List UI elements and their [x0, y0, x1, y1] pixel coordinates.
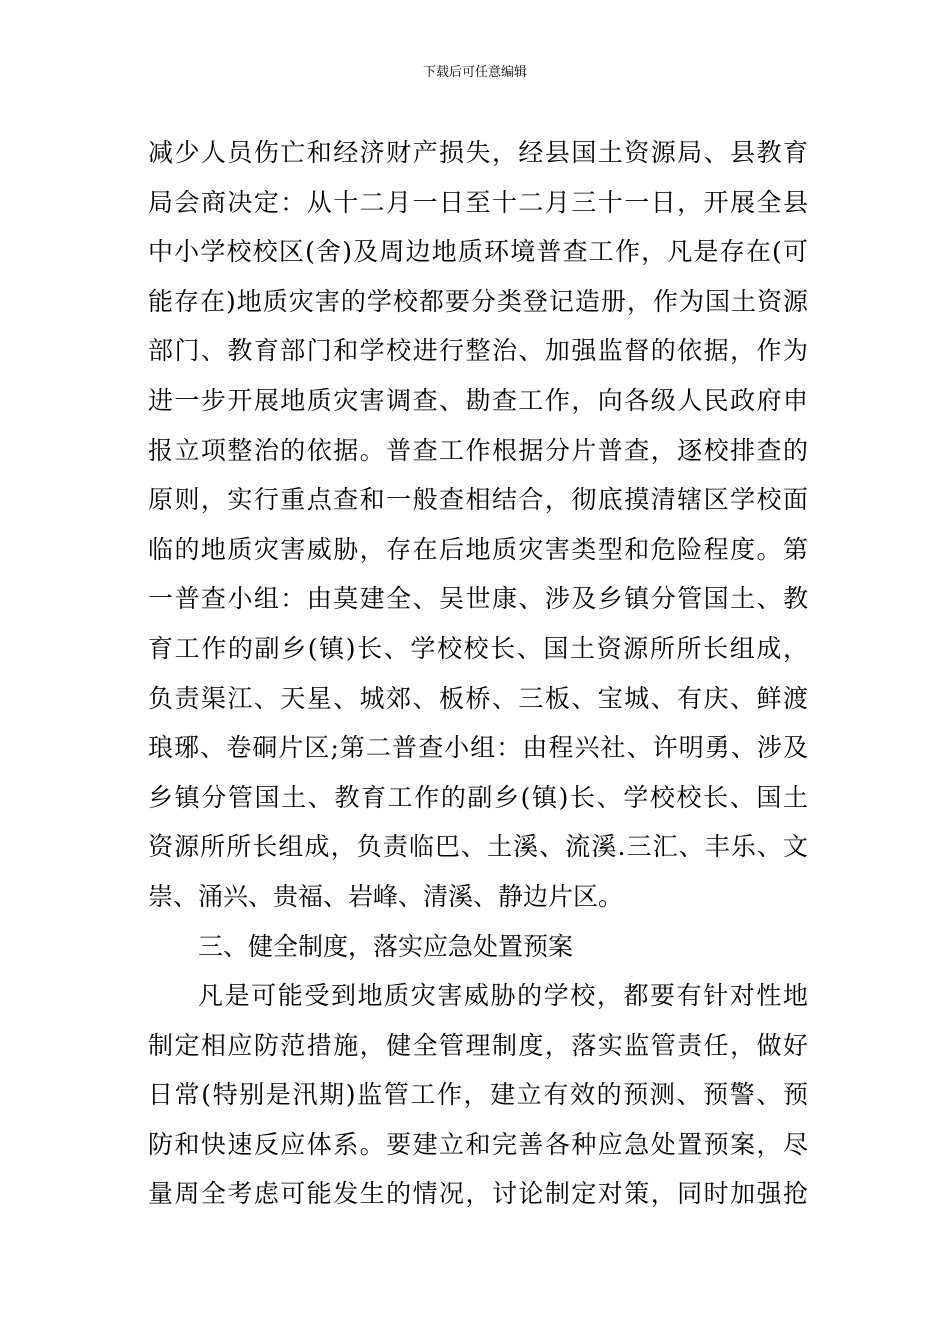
text-line: 防和快速反应体系。要建立和完善各种应急处置预案，尽	[148, 1129, 808, 1159]
text-line: 凡是可能受到地质灾害威胁的学校，都要有针对性地	[198, 981, 808, 1011]
text-line: 报立项整治的依据。普查工作根据分片普查，逐校排查的	[148, 435, 808, 465]
text-line: 资源所所长组成，负责临巴、土溪、流溪.三汇、丰乐、文	[148, 832, 808, 862]
text-line: 部门、教育部门和学校进行整治、加强监督的依据，作为	[148, 336, 808, 366]
text-line: 日常(特别是汛期)监管工作，建立有效的预测、预警、预	[148, 1080, 808, 1110]
page-header: 下载后可任意编辑	[422, 65, 527, 80]
text-line: 负责渠江、天星、城郊、板桥、三板、宝城、有庆、鲜渡	[148, 683, 808, 713]
text-line: 原则，实行重点查和一般查相结合，彻底摸清辖区学校面	[148, 485, 808, 515]
text-line: 琅琊、卷硐片区;第二普查小组：由程兴社、许明勇、涉及	[148, 733, 808, 763]
text-line: 局会商决定：从十二月一日至十二月三十一日，开展全县	[148, 187, 808, 217]
text-line: 崇、涌兴、贵福、岩峰、清溪、静边片区。	[148, 881, 624, 911]
text-line: 制定相应防范措施，健全管理制度，落实监管责任，做好	[148, 1030, 808, 1060]
text-line: 中小学校校区(舍)及周边地质环境普查工作，凡是存在(可	[148, 237, 808, 267]
document-body	[148, 128, 808, 1219]
text-line: 进一步开展地质灾害调查、勘查工作，向各级人民政府申	[148, 385, 808, 415]
text-line: 临的地质灾害威胁，存在后地质灾害类型和危险程度。第	[148, 534, 808, 564]
text-line: 育工作的副乡(镇)长、学校校长、国土资源所所长组成，	[148, 633, 808, 663]
text-line: 乡镇分管国土、教育工作的副乡(镇)长、学校校长、国土	[148, 782, 808, 812]
text-line: 能存在)地质灾害的学校都要分类登记造册，作为国土资源	[148, 286, 808, 316]
text-line: 一普查小组：由莫建全、吴世康、涉及乡镇分管国土、教	[148, 584, 808, 614]
text-line: 三、健全制度，落实应急处置预案	[198, 931, 574, 961]
text-line: 减少人员伤亡和经济财产损失，经县国土资源局、县教育	[148, 138, 808, 167]
text-line: 量周全考虑可能发生的情况，讨论制定对策，同时加强抢	[148, 1179, 808, 1209]
